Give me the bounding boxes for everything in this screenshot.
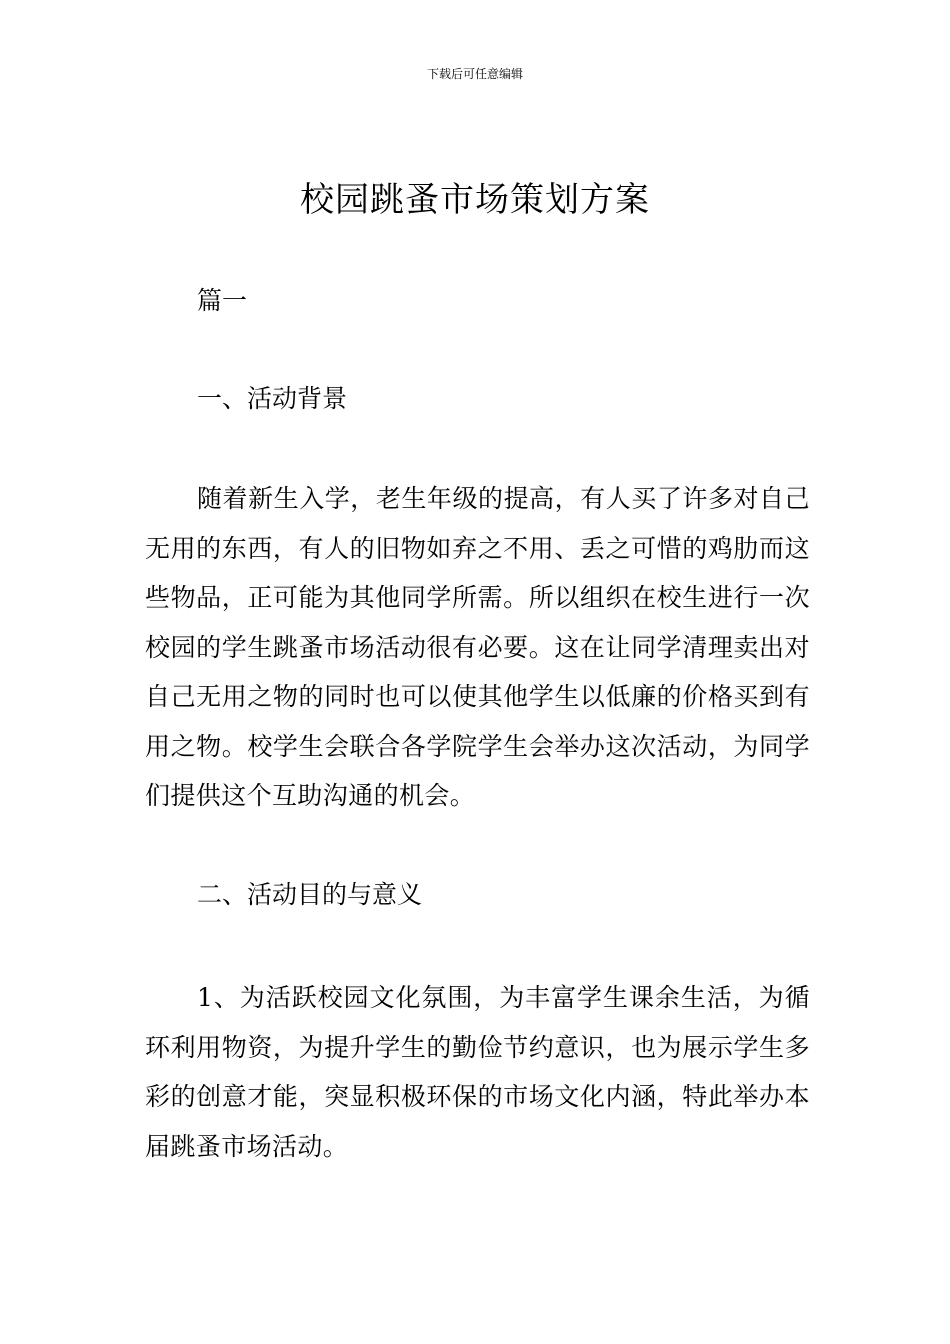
document-title: 校园跳蚤市场策划方案 (300, 180, 650, 220)
section-heading-background: 一、活动背景 (197, 384, 348, 413)
section-heading-purpose: 二、活动目的与意义 (197, 880, 423, 909)
part-label: 篇一 (197, 286, 248, 315)
paragraph-purpose: 1、为活跃校园文化氛围，为丰富学生课余生活，为循环利用物资，为提升学生的勤俭节约意识，也为展示学生多彩的创意才能，突显积极环保的市场文化内涵，特此举办本届跳蚤市场活动。 (145, 983, 810, 1161)
header-note: 下载后可任意编辑 (426, 67, 523, 81)
paragraph-background: 随着新生入学，老生年级的提高，有人买了许多对自己无用的东西，有人的旧物如弃之不用、丢之可惜的鸡肋而这些物品，正可能为其他同学所需。所以组织在校生进行一次校园的学生跳蚤市场活动很有必要。这在让同学清理卖出对自己无用之物的同时也可以使其他学生以低廉的价格买到有用之物。校学生会联合各学院学生会举办这次活动，为同学们提供这个互助沟通的机会。 (145, 484, 810, 810)
